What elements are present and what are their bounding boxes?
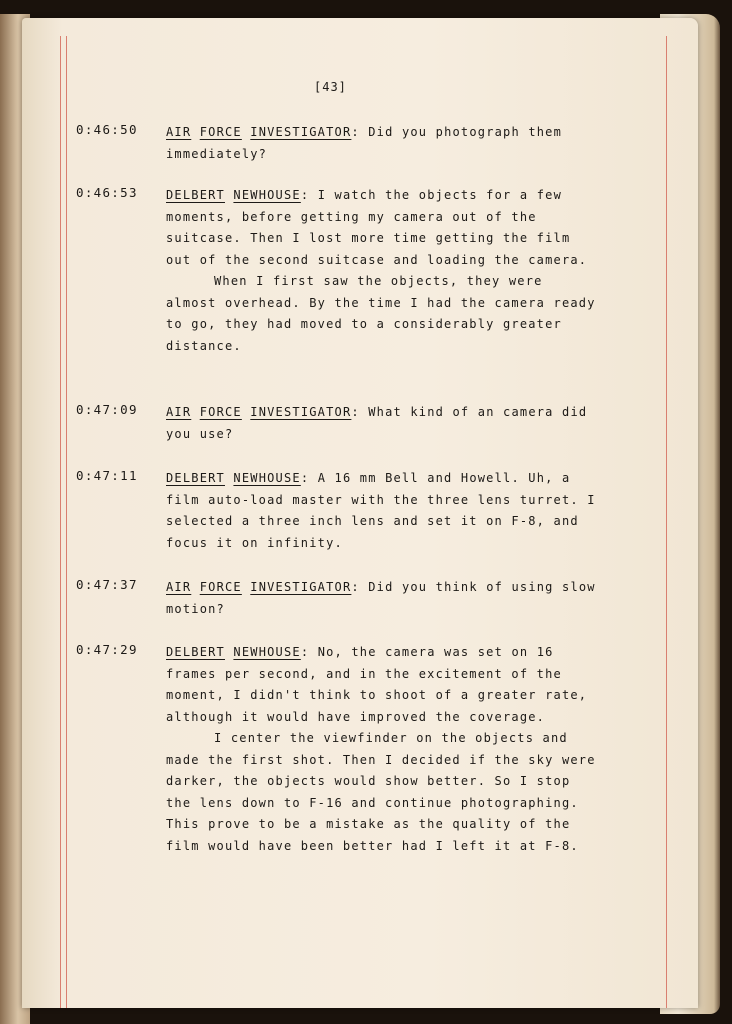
timestamp: 0:47:29	[76, 642, 138, 657]
speaker-name-word: DELBERT	[166, 645, 225, 659]
paragraph: AIR FORCE INVESTIGATOR: What kind of an camera did you use?	[166, 405, 588, 441]
paragraph: I center the viewfinder on the objects and made the first shot. Then I decided if the sky were darker, the objects would show better. So I stop the lens down to F-16 and continue photographing. This prove to be a mistake as the quality of the film would have been better had I left it at F-8.	[166, 731, 596, 853]
paragraph-text: What kind of an camera did you use?	[166, 405, 588, 441]
speaker-name-word: NEWHOUSE	[233, 188, 301, 202]
entry-text	[166, 642, 596, 857]
speaker-name-word: DELBERT	[166, 471, 225, 485]
speaker-name-word: FORCE	[199, 125, 242, 139]
speaker-name-word: FORCE	[199, 405, 242, 419]
speaker-name-word: INVESTIGATOR	[250, 580, 352, 594]
document-page	[22, 18, 698, 1008]
page-number: [43]	[314, 80, 347, 94]
paragraph-text: Did you think of using slow motion?	[166, 580, 596, 616]
paragraph: DELBERT NEWHOUSE: A 16 mm Bell and Howell. Uh, a film auto-load master with the three lens turret. I selected a three inch lens and set it on F-8, and focus it on infinity.	[166, 471, 596, 550]
paragraph: DELBERT NEWHOUSE: I watch the objects for a few moments, before getting my camera out of the suitcase. Then I lost more time getting the film out of the second suitcase and loading the camera.	[166, 188, 588, 267]
paragraph-text: I watch the objects for a few moments, before getting my camera out of the suitcase. Then I lost more time getting the film out of the second suitcase and loading the camera.	[166, 188, 588, 267]
speaker-name-word: INVESTIGATOR	[250, 125, 352, 139]
speaker-name-word: NEWHOUSE	[233, 645, 301, 659]
timestamp: 0:46:53	[76, 185, 138, 200]
speaker-name-word: INVESTIGATOR	[250, 405, 352, 419]
speaker-name-word: AIR	[166, 125, 192, 139]
timestamp: 0:47:09	[76, 402, 138, 417]
margin-rule-left	[60, 36, 61, 1008]
entry-text	[166, 402, 596, 445]
entry-text	[166, 185, 596, 357]
entry-text	[166, 122, 596, 165]
speaker-name-word: DELBERT	[166, 188, 225, 202]
timestamp: 0:47:11	[76, 468, 138, 483]
paragraph: AIR FORCE INVESTIGATOR: Did you think of using slow motion?	[166, 580, 596, 616]
entry-text	[166, 468, 596, 554]
speaker-name-word: FORCE	[199, 580, 242, 594]
entry-text	[166, 577, 596, 620]
speaker-name-word: AIR	[166, 405, 192, 419]
paragraph: DELBERT NEWHOUSE: No, the camera was set on 16 frames per second, and in the excitement of the moment, I didn't think to shoot of a greater rate, although it would have improved the coverage.	[166, 645, 588, 724]
speaker-name-word: NEWHOUSE	[233, 471, 301, 485]
paragraph-text: A 16 mm Bell and Howell. Uh, a film auto-load master with the three lens turret. I selected a three inch lens and set it on F-8, and focus it on infinity.	[166, 471, 596, 550]
paragraph-text: Did you photograph them immediately?	[166, 125, 563, 161]
speaker-name-word: AIR	[166, 580, 192, 594]
paragraph: AIR FORCE INVESTIGATOR: Did you photograph them immediately?	[166, 125, 563, 161]
margin-rule-right	[666, 36, 667, 1008]
timestamp: 0:46:50	[76, 122, 138, 137]
paragraph: When I first saw the objects, they were almost overhead. By the time I had the camera ready to go, they had moved to a considerably greater distance.	[166, 274, 596, 353]
timestamp: 0:47:37	[76, 577, 138, 592]
margin-rule-left-inner	[66, 36, 67, 1008]
paragraph-text: No, the camera was set on 16 frames per second, and in the excitement of the moment, I didn't think to shoot of a greater rate, although it would have improved the coverage.	[166, 645, 588, 724]
